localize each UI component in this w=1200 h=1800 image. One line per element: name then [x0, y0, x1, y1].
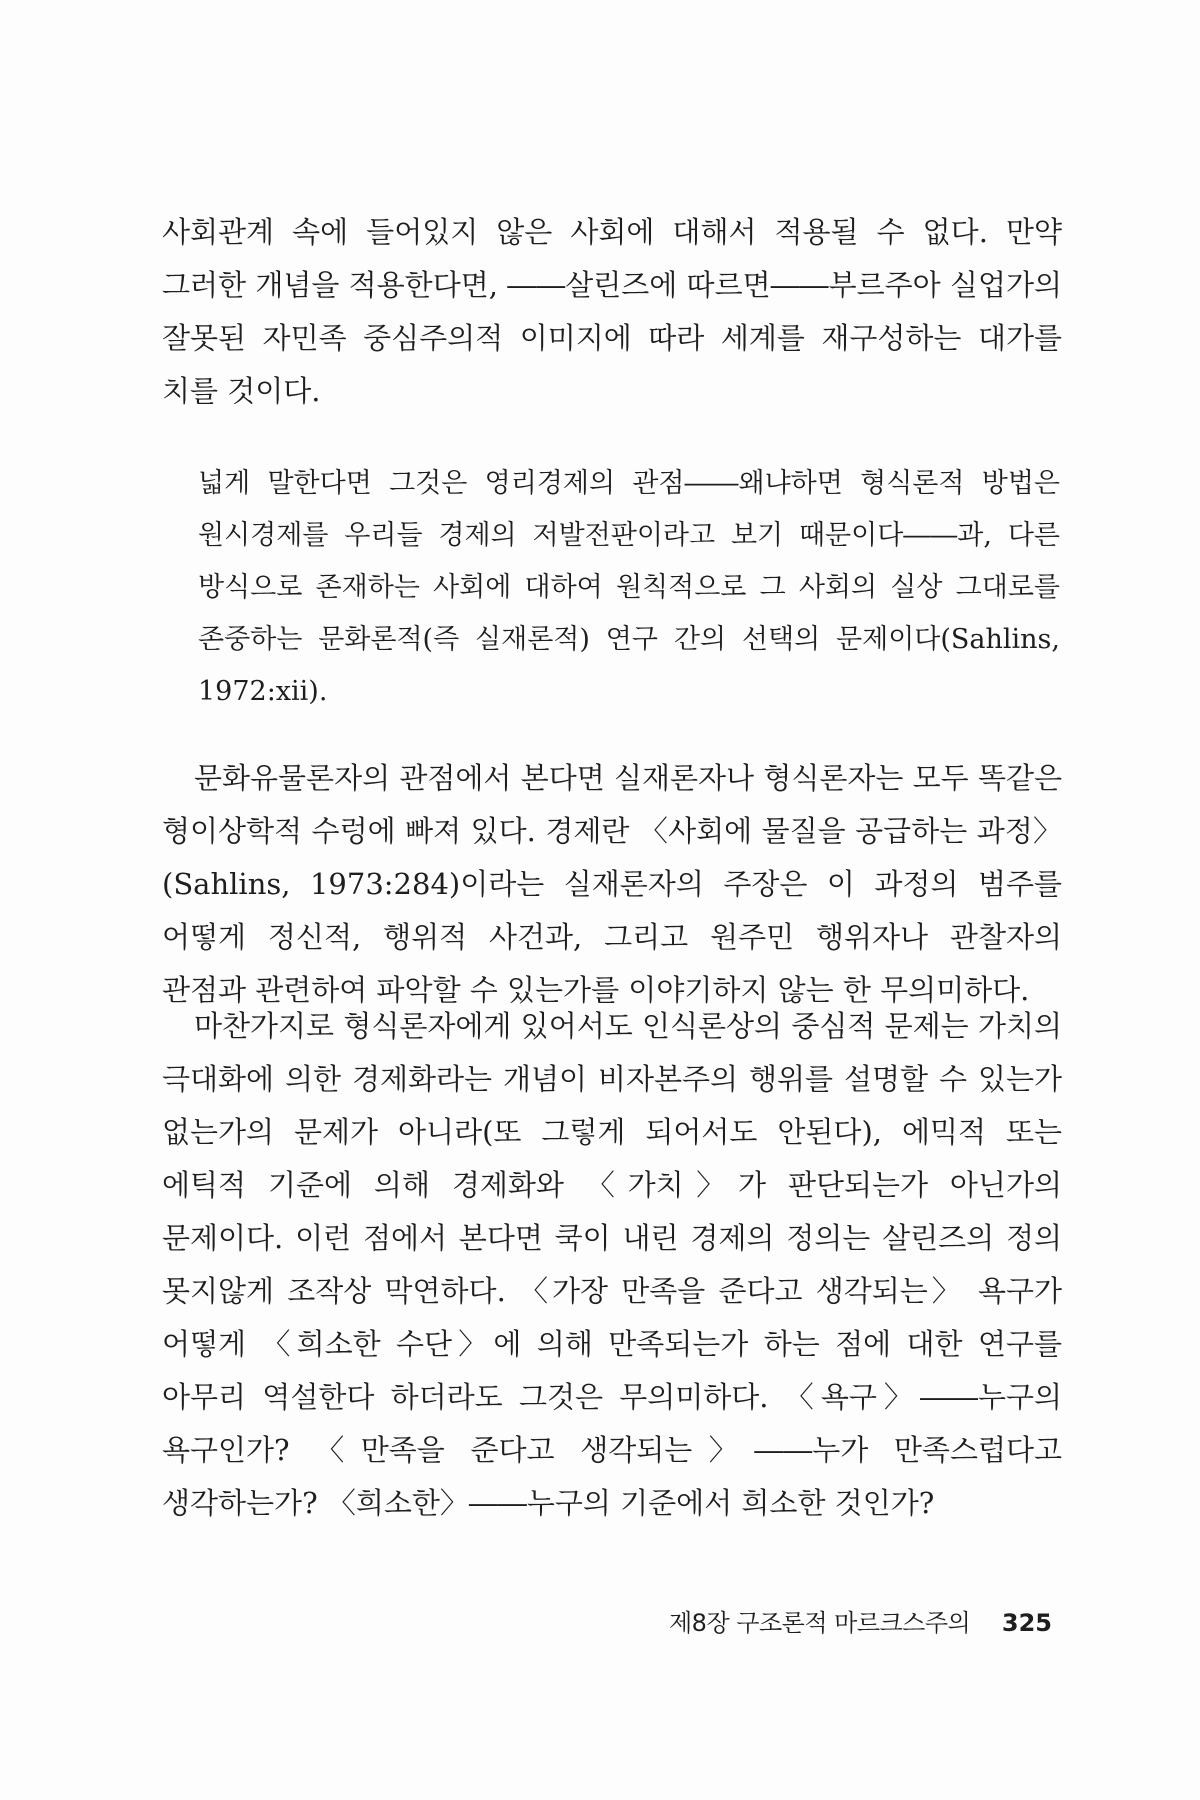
chapter-title: 제8장 구조론적 마르크스주의	[669, 1609, 971, 1637]
body-paragraph-1: 사회관계 속에 들어있지 않은 사회에 대해서 적용될 수 없다. 만약 그러한 개념을 적용한다면, ――살린즈에 따르면――부르주아 실업가의 잘못된 자민족 중심주의적 이미지에 따라 세계를 재구성하는 대가를 치를 것이다.	[162, 215, 1062, 408]
running-footer	[669, 1603, 1052, 1638]
body-paragraph-2: 문화유물론자의 관점에서 본다면 실재론자나 형식론자는 모두 똑같은 형이상학적 수렁에 빠져 있다. 경제란 〈사회에 물질을 공급하는 과정〉(Sahlins, 1973:284)이라는 실재론자의 주장은 이 과정의 범주를 어떻게 정신적, 행위적 사건과, 그리고 원주민 행위자나 관찰자의 관점과 관련하여 파악할 수 있는가를 이야기하지 않는 한 무의미하다.	[162, 761, 1062, 1007]
block-quote: 넓게 말한다면 그것은 영리경제의 관점――왜냐하면 형식론적 방법은 원시경제를 우리들 경제의 저발전판이라고 보기 때문이다――과, 다른 방식으로 존재하는 사회에 대하여 원칙적으로 그 사회의 실상 그대로를 존중하는 문화론적(즉 실재론적) 연구 간의 선택의 문제이다(Sahlins, 1972:xii).	[198, 468, 1060, 707]
body-paragraph-3: 마찬가지로 형식론자에게 있어서도 인식론상의 중심적 문제는 가치의 극대화에 의한 경제화라는 개념이 비자본주의 행위를 설명할 수 있는가 없는가의 문제가 아니라(또 그렇게 되어서도 안된다), 에믹적 또는 에틱적 기준에 의해 경제화와 〈가치〉가 판단되는가 아닌가의 문제이다. 이런 점에서 본다면 쿡이 내린 경제의 정의는 살린즈의 정의 못지않게 조작상 막연하다. 〈가장 만족을 준다고 생각되는〉 욕구가 어떻게 〈희소한 수단〉에 의해 만족되는가 하는 점에 대한 연구를 아무리 역설한다 하더라도 그것은 무의미하다. 〈욕구〉――누구의 욕구인가? 〈만족을 준다고 생각되는〉――누가 만족스럽다고 생각하는가? 〈희소한〉――누구의 기준에서 희소한 것인가?	[162, 1009, 1062, 1520]
page-number: 325	[1001, 1609, 1052, 1637]
